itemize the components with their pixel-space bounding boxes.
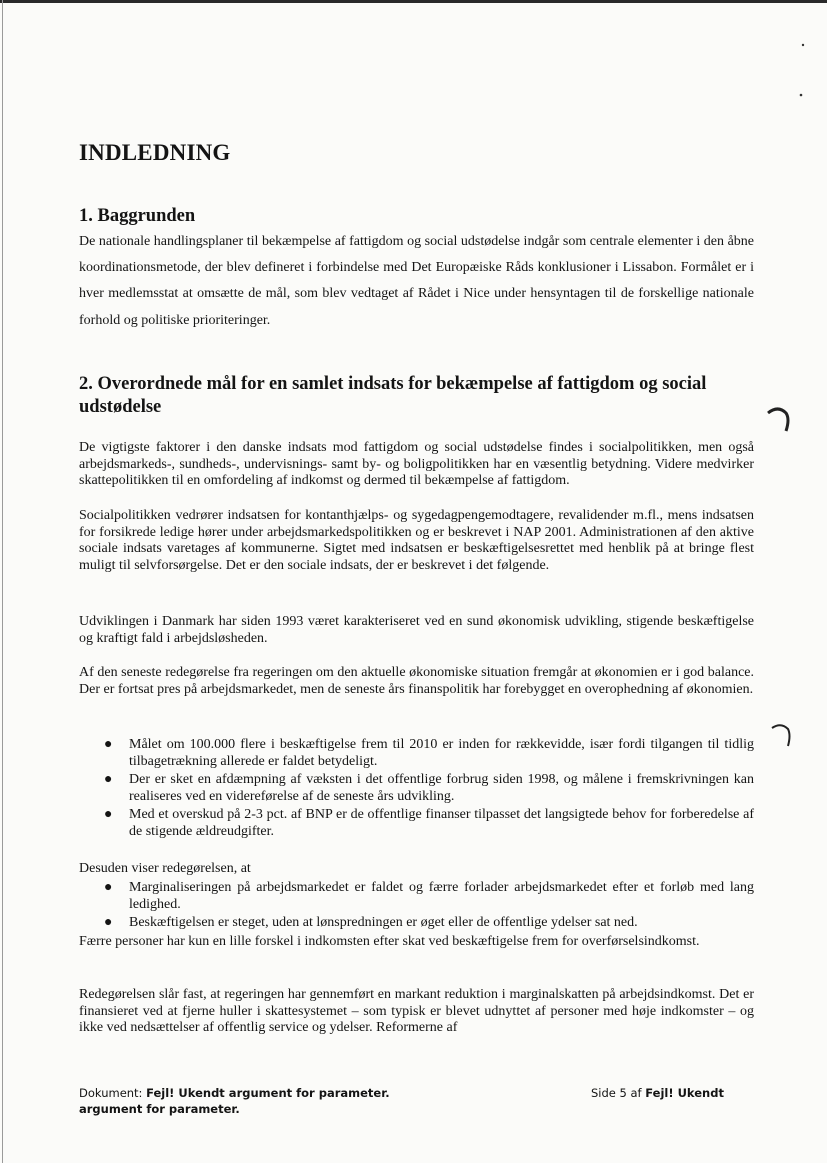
list-item	[104, 880, 754, 913]
scan-left-border	[2, 0, 3, 1163]
speck-icon	[800, 42, 806, 48]
list-item	[104, 807, 754, 840]
scan-top-border	[0, 0, 827, 3]
binder-hook-icon	[770, 722, 794, 750]
list-item-text: Målet om 100.000 flere i beskæftigelse frem til 2010 er inden for rækkevidde, især fordi tilgangen til tidlig tilbagetrækning allerede er faldet betydeligt.	[129, 737, 754, 769]
paragraph: Redegørelsen slår fast, at regeringen har gennemført en markant reduktion i marginalskatten på arbejdsindkomst. Det er finansieret ved at fjerne huller i skattesystemet – som typisk er blevet udnyttet af personer med høje indkomster – og ikke ved nedsættelser af offentlig service og ydelser. Reformerne af	[79, 987, 754, 1035]
page-title: INDLEDNING	[79, 140, 231, 165]
paragraph: Socialpolitikken vedrører indsatsen for kontanthjælps- og sygedagpengemodtagere, revalidender m.fl., mens indsatsen for forsikrede ledige hører under arbejdsmarkedspolitikken og er beskrevet i NAP 2001. Administrationen af den aktive sociale indsats varetages af kommunerne. Sigtet med indsatsen er beskæftigelsesrettet med henblik på at bringe flest muligt til selvforsørgelse. Det er den sociale indsats, der er beskrevet i det følgende.	[79, 508, 754, 573]
section-2-paragraph-6	[79, 934, 754, 951]
speck-icon	[798, 92, 804, 98]
footer-doc-error: Fejl! Ukendt argument for parameter.	[146, 1086, 390, 1100]
bullet-dot-icon: ●	[104, 772, 113, 787]
binder-hook-icon	[766, 405, 792, 435]
section-1-body	[79, 229, 754, 334]
section-2-paragraph-5	[79, 861, 754, 878]
bullet-dot-icon: ●	[104, 737, 113, 752]
list-item	[104, 915, 754, 932]
list-item	[104, 772, 754, 805]
footer-page-error: Fejl! Ukendt	[645, 1086, 724, 1100]
footer-document	[79, 1086, 390, 1117]
section-2-paragraph-2	[79, 508, 754, 574]
paragraph: Desuden viser redegørelsen, at	[79, 861, 251, 876]
footer-doc-error-continued: argument for parameter.	[79, 1101, 240, 1116]
bullet-dot-icon: ●	[104, 915, 113, 930]
list-item-text: Med et overskud på 2-3 pct. af BNP er de offentlige finanser tilpasset det langsigtede behov for forberedelse af de stigende ældreudgifter.	[129, 807, 754, 839]
list-item-text: Der er sket en afdæmpning af væksten i det offentlige forbrug siden 1998, og målene i fremskrivningen kan realiseres ved en videreførelse af de seneste års udvikling.	[129, 772, 754, 804]
paragraph: De vigtigste faktorer i den danske indsats mod fattigdom og social udstødelse findes i socialpolitikken, men også arbejdsmarkeds-, sundheds-, undervisnings- samt by- og boligpolitikken har en væsentlig betydning. Videre medvirker skattepolitikken til en omfordeling af indkomst og dermed til bekæmpelse af fattigdom.	[79, 440, 754, 488]
bullet-dot-icon: ●	[104, 807, 113, 822]
section-2-heading-line1: 2. Overordnede mål for en samlet indsats for bekæmpelse af fattigdom og social	[79, 374, 707, 394]
bullet-list-1	[104, 737, 754, 840]
section-2-heading-line2: udstødelse	[79, 397, 162, 417]
paragraph: Af den seneste redegørelse fra regeringen om den aktuelle økonomiske situation fremgår at økonomien er i god balance. Der er fortsat pres på arbejdsmarkedet, men de seneste års finanspolitik har forebygget en overophedning af økonomien.	[79, 665, 754, 697]
list-item-text: Beskæftigelsen er steget, uden at lønspredningen er øget eller de offentlige ydelser sat ned.	[129, 915, 638, 930]
section-2-paragraph-7	[79, 987, 754, 1037]
bullet-list-2	[104, 880, 754, 932]
paragraph: Færre personer har kun en lille forskel i indkomsten efter skat ved beskæftigelse frem for overførselsindkomst.	[79, 934, 700, 949]
footer-page-number	[591, 1086, 724, 1102]
section-2-heading	[79, 373, 706, 419]
list-item	[104, 737, 754, 770]
footer-doc-label: Dokument:	[79, 1086, 143, 1100]
paragraph: Udviklingen i Danmark har siden 1993 været karakteriseret ved en sund økonomisk udvikling, stigende beskæftigelse og kraftigt fald i arbejdsløsheden.	[79, 614, 754, 646]
bullet-dot-icon: ●	[104, 880, 113, 895]
section-2-paragraph-4	[79, 665, 754, 698]
section-2-paragraph-1	[79, 440, 754, 490]
section-1-heading: 1. Baggrunden	[79, 206, 196, 226]
footer-page-label: Side 5 af	[591, 1086, 642, 1100]
list-item-text: Marginaliseringen på arbejdsmarkedet er faldet og færre forlader arbejdsmarkedet efter et forløb med lang ledighed.	[129, 880, 754, 912]
paragraph: De nationale handlingsplaner til bekæmpelse af fattigdom og social udstødelse indgår som centrale elementer i den åbne koordinationsmetode, der blev defineret i forbindelse med Det Europæiske Råds konklusioner i Lissabon. Formålet er i hver medlemsstat at omsætte de mål, som blev vedtaget af Rådet i Nice under hensyntagen til de forskellige nationale forhold og politiske prioriteringer.	[79, 234, 754, 328]
section-2-paragraph-3	[79, 614, 754, 647]
